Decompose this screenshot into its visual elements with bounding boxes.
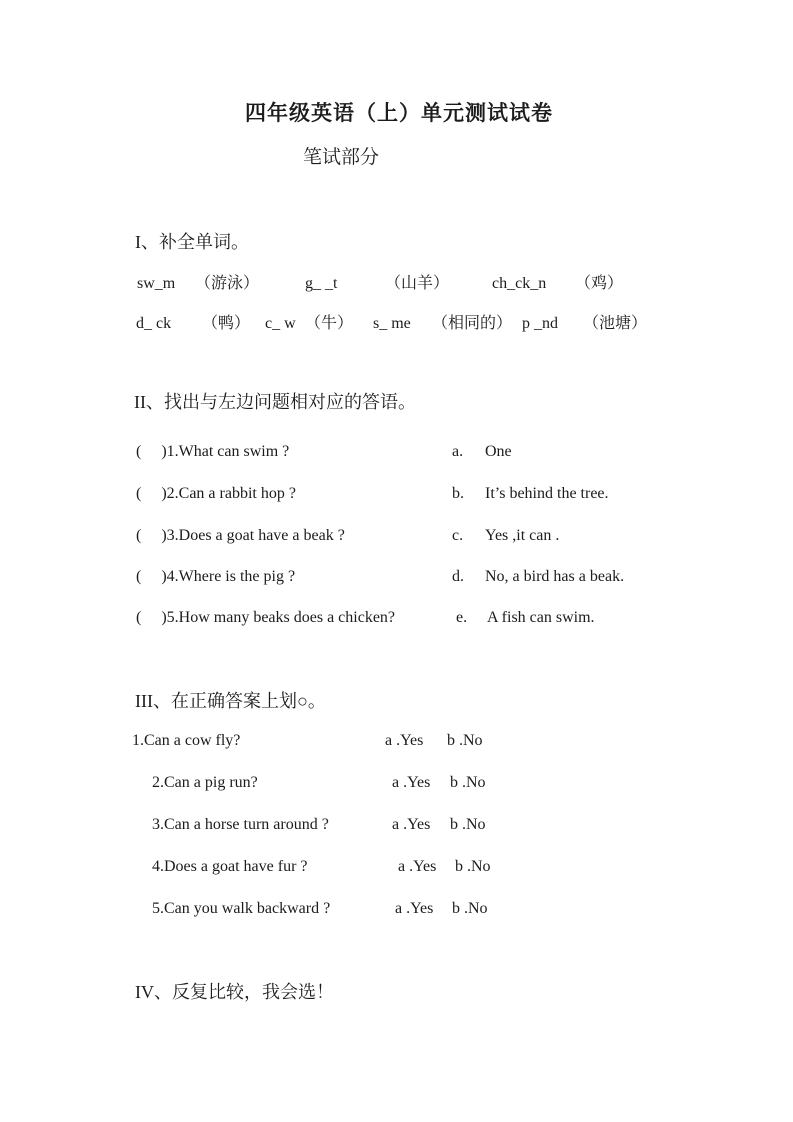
choice-option-a: a .Yes [395, 900, 434, 917]
choice-option-a: a .Yes [385, 732, 424, 749]
match-row [0, 525, 793, 549]
word-hint: （池塘） [583, 315, 648, 332]
section1-word-row-1 [0, 273, 793, 297]
section3-heading: III、在正确答案上划○。 [135, 691, 326, 711]
match-row [0, 441, 793, 465]
choice-option-b: b .No [447, 732, 483, 749]
choice-row [0, 772, 793, 796]
section2-heading: II、找出与左边问题相对应的答语。 [134, 392, 416, 412]
choice-option-a: a .Yes [398, 858, 437, 875]
word-hint: （游泳） [195, 275, 260, 292]
choice-option-b: b .No [450, 816, 486, 833]
choice-question: 4.Does a goat have fur ? [152, 858, 308, 875]
match-answer-letter: d. [452, 568, 464, 585]
match-row [0, 483, 793, 507]
word-hint: （山羊） [385, 275, 450, 292]
section1-heading: I、补全单词。 [135, 232, 249, 252]
match-question: ( )4.Where is the pig ? [136, 568, 296, 585]
word-blank: p _nd [522, 315, 558, 332]
match-row [0, 607, 793, 631]
match-answer-text: One [485, 443, 512, 460]
choice-question: 3.Can a horse turn around ? [152, 816, 329, 833]
word-blank: c_ w [265, 315, 296, 332]
match-answer-text: No, a bird has a beak. [485, 568, 625, 585]
match-answer-text: A fish can swim. [487, 609, 595, 626]
choice-option-b: b .No [452, 900, 488, 917]
match-answer-text: Yes ,it can . [485, 527, 560, 544]
choice-row [0, 814, 793, 838]
match-answer-letter: e. [456, 609, 468, 626]
word-blank: d_ ck [136, 315, 172, 332]
match-question: ( )1.What can swim ? [136, 443, 290, 460]
paper-title: 四年级英语（上）单元测试试卷 [245, 101, 553, 125]
section1-word-row-2 [0, 313, 793, 337]
match-answer-letter: a. [452, 443, 464, 460]
choice-option-b: b .No [455, 858, 491, 875]
choice-question: 1.Can a cow fly? [132, 732, 241, 749]
word-hint: （鸭） [202, 315, 251, 332]
choice-row [0, 856, 793, 880]
choice-question: 2.Can a pig run? [152, 774, 258, 791]
word-blank: g_ _t [305, 275, 338, 292]
match-question: ( )3.Does a goat have a beak ? [136, 527, 345, 544]
match-question: ( )2.Can a rabbit hop ? [136, 485, 296, 502]
word-blank: ch_ck_n [492, 275, 547, 292]
section4-heading: IV、反复比较，我会选！ [135, 982, 334, 1002]
choice-row [0, 730, 793, 754]
choice-option-b: b .No [450, 774, 486, 791]
paper-subtitle: 笔试部分 [303, 147, 380, 168]
word-hint: （相同的） [432, 315, 513, 332]
match-question: ( )5.How many beaks does a chicken? [136, 609, 396, 626]
match-row [0, 566, 793, 590]
choice-question: 5.Can you walk backward ? [152, 900, 331, 917]
match-answer-letter: b. [452, 485, 464, 502]
match-answer-letter: c. [452, 527, 464, 544]
word-hint: （鸡） [575, 275, 624, 292]
word-hint: （牛） [305, 315, 354, 332]
word-blank: s_ me [373, 315, 411, 332]
match-answer-text: It’s behind the tree. [485, 485, 609, 502]
choice-row [0, 898, 793, 922]
choice-option-a: a .Yes [392, 774, 431, 791]
choice-option-a: a .Yes [392, 816, 431, 833]
word-blank: sw_m [137, 275, 176, 292]
